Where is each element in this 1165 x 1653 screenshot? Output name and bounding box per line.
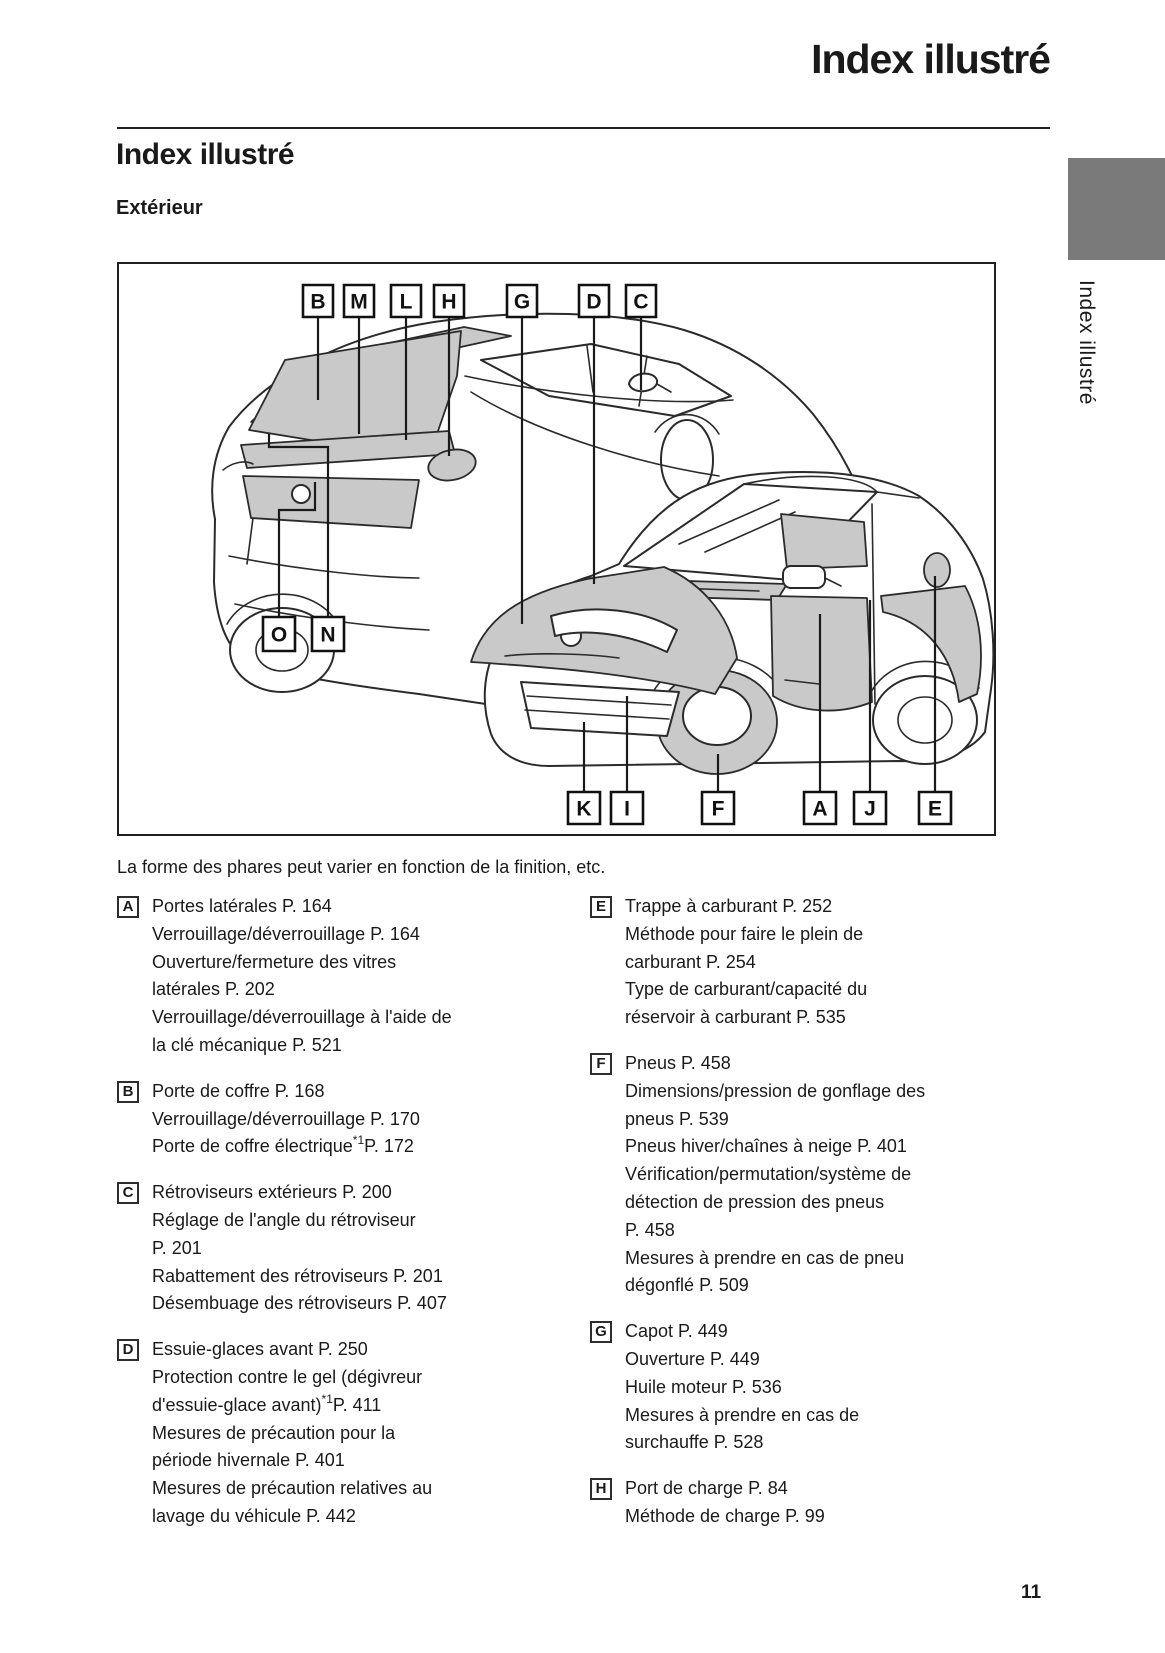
front-car-mirror [783,566,825,588]
chapter-tab [1068,158,1165,260]
page-title: Index illustré [116,138,295,171]
entry-line: Méthode pour faire le plein de [625,923,864,944]
entry-letter-badge: D [117,1339,139,1361]
callout-D [579,285,609,317]
entry-line: lavage du véhicule P. 442 [152,1505,356,1526]
callout-C [626,285,656,317]
index-entry-C [117,1179,573,1318]
car-line-art [119,264,994,834]
entry-title: Capot P. 449 [625,1321,728,1342]
entry-line: Ouverture/fermeture des vitres [152,951,397,972]
entry-line: pneus P. 539 [625,1108,729,1129]
callout-L [391,285,421,317]
entry-line: réservoir à carburant P. 535 [625,1007,846,1028]
callout-E [919,792,951,824]
svg-text:D: D [586,290,602,314]
entry-title: Rétroviseurs extérieurs P. 200 [152,1182,392,1203]
entry-title: Trappe à carburant P. 252 [625,896,833,916]
svg-text:N: N [320,623,336,647]
svg-text:J: J [864,797,876,821]
entry-line: Dimensions/pression de gonflage des [625,1080,926,1101]
tailgate-glass [249,331,461,443]
entry-line: détection de pression des pneus [625,1191,885,1212]
entry-line: Huile moteur P. 536 [625,1376,782,1397]
callout-H [434,285,464,317]
entry-line: Ouverture P. 449 [625,1348,760,1369]
svg-text:C: C [633,290,649,314]
entry-line: Vérification/permutation/système de [625,1164,912,1185]
entry-line: la clé mécanique P. 521 [152,1034,342,1055]
exterior-illustration [117,262,996,836]
svg-text:O: O [270,623,288,647]
svg-text:K: K [576,797,592,821]
front-door [771,596,872,711]
entry-line: latérales P. 202 [152,979,275,1000]
entry-line: Type de carburant/capacité du [625,979,868,1000]
front-grille [521,682,679,736]
emblem [292,485,310,503]
callout-K [568,792,600,824]
entry-title: Essuie-glaces avant P. 250 [152,1339,368,1360]
entry-title: Porte de coffre P. 168 [152,1080,325,1101]
entry-line: carburant P. 254 [625,951,756,972]
entry-title: Pneus P. 458 [625,1052,731,1073]
index-column-left [117,893,573,1549]
entry-letter-badge: B [117,1081,139,1103]
entry-line: dégonflé P. 509 [625,1275,749,1296]
svg-text:B: B [310,290,326,314]
index-entry-E [590,893,996,1032]
entry-title: Port de charge P. 84 [625,1478,788,1499]
callout-O [263,617,295,651]
header-rule [117,127,1050,129]
callout-M [344,285,374,317]
entry-line: Méthode de charge P. 99 [625,1505,825,1526]
chapter-tab-label: Index illustré [1075,280,1098,405]
svg-text:H: H [441,290,457,314]
callout-A [804,792,836,824]
entry-line: Verrouillage/déverrouillage à l'aide de [152,1007,452,1028]
footnote-marker: *1 [321,1391,333,1406]
entry-letter-badge: H [590,1478,612,1500]
entry-letter-badge: A [117,896,139,918]
svg-text:I: I [624,797,630,821]
entry-line: surchauffe P. 528 [625,1432,764,1453]
callout-J [854,792,886,824]
callout-B [303,285,333,317]
entry-title: Portes latérales P. 164 [152,896,332,916]
entry-letter-badge: F [590,1053,612,1075]
entry-letter-badge: G [590,1321,612,1343]
exterior-mirror [629,374,657,392]
callout-N [312,617,344,651]
callout-G [507,285,537,317]
footnote-marker: *1 [352,1133,365,1148]
entry-line: Mesures de précaution relatives au [152,1478,433,1499]
entry-line: période hivernale P. 401 [152,1450,345,1471]
fuel-flap [924,553,950,587]
index-list [117,893,996,1549]
entry-line: Protection contre le gel (dégivreur [152,1366,423,1387]
svg-text:G: G [513,290,531,314]
index-entry-A [117,893,573,1060]
callout-I [611,792,643,824]
entry-line: Porte de coffre électrique$^{*1}$P. 172 [152,1133,414,1157]
entry-line: P. 201 [152,1237,202,1258]
entry-letter-badge: C [117,1182,139,1204]
section-subtitle: Extérieur [116,197,203,219]
entry-line: Désembuage des rétroviseurs P. 407 [152,1293,447,1314]
entry-line: Pneus hiver/chaînes à neige P. 401 [625,1136,907,1157]
svg-text:L: L [399,290,413,314]
index-column-right [590,893,996,1549]
index-entry-F [590,1050,996,1300]
entry-line: Mesures à prendre en cas de [625,1404,860,1425]
index-entry-G [590,1318,996,1457]
svg-text:A: A [812,797,828,821]
running-header-title: Index illustré [811,36,1050,82]
figure-caption: La forme des phares peut varier en fonction de la finition, etc. [117,857,606,877]
svg-text:M: M [350,290,368,314]
index-entry-D [117,1336,573,1531]
front-door-window [781,514,867,569]
entry-letter-badge: E [590,896,612,918]
callout-F [702,792,734,824]
entry-line: Mesures de précaution pour la [152,1422,396,1443]
index-entry-H [590,1475,996,1531]
entry-line: Rabattement des rétroviseurs P. 201 [152,1265,443,1286]
page-number: 11 [1021,1582,1042,1603]
svg-text:E: E [927,797,943,821]
entry-line: Mesures à prendre en cas de pneu [625,1247,905,1268]
entry-line: Réglage de l'angle du rétroviseur [152,1209,416,1230]
entry-line: P. 458 [625,1219,675,1240]
index-entry-B [117,1078,573,1161]
entry-line: d'essuie-glace avant)$^{*1}$P. 411 [152,1391,382,1415]
entry-line: Verrouillage/déverrouillage P. 170 [152,1108,420,1129]
svg-text:F: F [711,797,725,821]
entry-line: Verrouillage/déverrouillage P. 164 [152,923,420,944]
